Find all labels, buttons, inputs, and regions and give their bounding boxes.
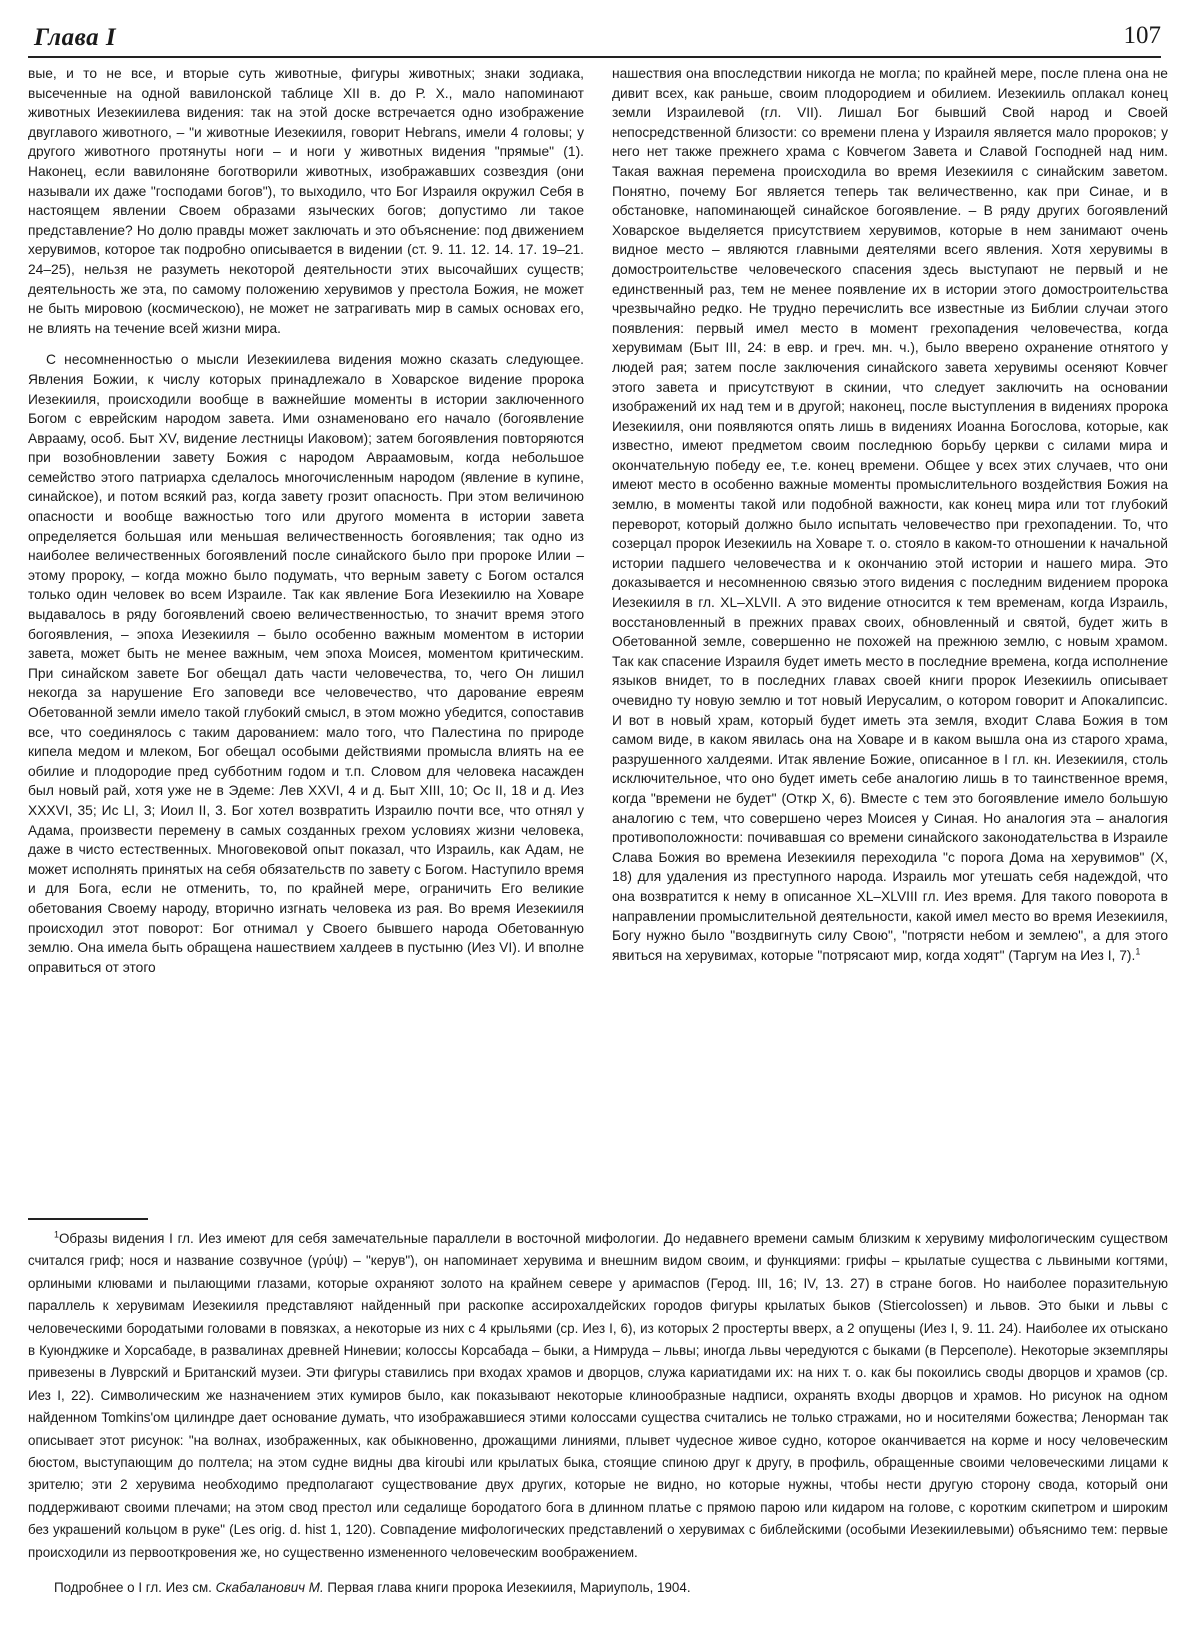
paragraph: С несомненностью о мысли Иезекиилева видения можно сказать следующее. Явления Божии, к числу которых принадлежало в Ховарское видение пророка Иезекииля, происходили вообще в важнейшие моменты в истории заключенного Богом с еврейским народом завета. Ими ознаменовано его начало (богоявление Аврааму, особ. Быт XV, видение лестницы Иаковом); затем богоявления повторяются при возобновлении завету Божия с народом Авраамовым, когда небольшое семейство этого патриарха сделалось многочисленным народом (явление в купине, синайское), и потом всякий раз, когда завету грозит опасность. При этом величиною опасности и вообще важностью того или другого момента в истории завета определяется большая или меньшая величественность богоявления; так одно из наиболее величественных богоявлений после синайского было при пророке Илии – этому пророку, – когда можно было подумать, что верным завету с Богом остался только один человек во всем Израиле. Так как явление Бога Иезекиилю на Ховаре выдавалось в ряду богоявлений своею величественностью, то значит время этого богоявления, – эпоха Иезекииля – было особенно важным моментом в истории завета, может быть не менее важным, чем эпоха Моисея, моментом критическим. При синайском завете Бог обещал дать части человечества, то, чего Он лишил некогда за нарушение Его заповеди все человечество, что дарование евреям Обетованной земли имело такой глубокий смысл, в этом можно убедится, сопоставив все, что соединялось с таким дарованием: мало того, что Палестина по природе кипела медом и млеком, Бог обещал особыми действиями промысла влиять на ее обилие и плодородие пред субботним годом и т.п. Словом для человека насажден был новый рай, хотя уже не в Эдеме: Лев XXVI, 4 и д. Быт XIII, 10; Ос II, 18 и д. Иез XXXVI, 35; Ис LI, 3; Иоил II, 3. Бог хотел возвратить Израилю почти все, что отнял у Адама, произвести перемену в самых созданных грехом условиях жизни человека, даже в чисто естественных. Многовековой опыт показал, что Израиль, как Адам, не может исполнять принятых на себя обязательств по завету с Богом. Наступило время и для Бога, если не отменить, то, по крайней мере, ограничить Его великие обетования Своему народу, вторично изгнать человека из рая. Во время Иезекииля происходил этот поворот: Бог отнимал у Своего бывшего народа Обетованную землю. Она имела быть обращена нашествием халдеев в пустыню (Иез VI). И вполне оправиться от этого (28, 352, 584, 975)
reference-prefix: Подробнее о I гл. Иез см. (54, 1580, 212, 1595)
running-head (28, 14, 1161, 58)
right-column (612, 64, 1168, 965)
footnote-number: 1 (54, 1229, 60, 1240)
paragraph (612, 64, 1168, 965)
chapter-title: Глава I (34, 24, 117, 51)
reference-title: Первая глава книги пророка Иезекииля, Мариуполь, 1904. (327, 1580, 691, 1595)
paragraph-text: нашествия она впоследствии никогда не могла; по крайней мере, после плена она не дивит всех, как раньше, своим плодородием и обилием. Иезекииль оплакал конец земли Израилевой (гл. VII). Лишал Бог бывший Свой народ и Своей непосредственной близости: со времени плена у Израиля является мало пророков; у него нет также прежнего храма с Ковчегом Завета и Славой Господней над ним. Такая важная перемена происходила во время Иезекииля с синайским заветом. Понятно, почему Бог является теперь так величественно, как при Синае, и в обстановке, напоминающей синайское богоявление. – В ряду других богоявлений Ховарское выделяется присутствием херувимов, которые в нем занимают очень видное место – являются главными деятелями всего явления. Хотя херувимы в домостроительстве человеческого спасения здесь выступают не первый и не единственный раз, тем не менее появление их в истории этого домостроительства чрезвычайно редко. Не трудно перечислить все известные из Библии случаи этого появления: первый имел место в момент грехопадения человечества, когда херувимам (Быт III, 24: в евр. и греч. мн. ч.), было вверено охранение отнятого у людей рая; затем после заключения синайского завета херувимы осеняют Ковчег этого завета и присутствуют в скинии, что следует заключить на основании изображений их над тем и в другой; наконец, после выступления в видениях пророка Иезекииля, они появляются опять лишь в видениях Иоанна Богослова, которые, как известно, имеют предметом своим последнюю борьбу церкви с силами мира и окончательную победу ее, т.е. конец времени. Общее у всех этих случаев, что они имеют место в особенно важные моменты промыслительного воздействия Божия на землю, в моменты такой или подобной важности, как конец мира или тот глубокий переворот, который должно было испытать человечество при грехопадении. То, что созерцал пророк Иезекииль на Ховаре т. о. стояло в каком-то отношении к начальной истории падшего человечества и к окончанию этой истории и нашего мира. Это доказывается и несомненною связью этого видения с последним видением пророка Иезекииля в гл. XL–XLVII. А это видение относится к тем временам, когда Израиль, восстановленный в прежних правах своих, обновленный и святой, будет жить в Обетованной земле, совершенно не похожей на прежнюю землю, с новым храмом. Так как спасение Израиля будет иметь место в последние времена, когда исполнение языков внидет, то в последних главах своей книги пророк Иезекииль описывает очевидно ту новую землю и тот новый Иерусалим, о котором говорит и Апокалипсис. И вот в новый храм, который будет иметь эта земля, входит Слава Божия в том самом виде, в каком явилась она на Ховаре и в каком вышла она из старого храма, разрушенного халдеями. Итак явление Божие, описанное в I гл. кн. Иезекииля, столь исключительное, что оно будет иметь себе аналогию лишь в то таинственное время, когда "времени не будет" (Откр X, 6). Вместе с тем это богоявление имело большую аналогию с тем, что совершено через Моисея у Синая. Но аналогия эта – аналогия противоположности: почивавшая со времени синайского законодательства в Израиле Слава Божия во времена Иезекииля переходила "с порога Дома на херувимов" (X, 18) для удаления из преступного народа. Израиль мог утешать себя надеждой, что она возвратится к нему в описанное XL–XLVIII гл. Иез время. Для такого поворота в направлении промыслительной деятельности, какой имел место во время Иезекииля, Богу нужно было "воздвигнуть силу Свою", "потрясти небом и землею", а для этого явиться на херувимах, которые "потрясают мир, когда ходят" (Таргум на Иез I, 7). (612, 66, 1168, 963)
footnote-text: Образы видения I гл. Иез имеют для себя замечательные параллели в восточной мифологии. До недавнего времени самым близким к херувиму мифологическим существом считался гриф; нося и название созвучное (γρύψ) – "керув"), он напоминает херувима и внешним видом своим, и функциями: грифы – крылатые существа с львиными когтями, орлиными клювами и пылающими глазами, которые охраняют золото на крайнем севере у аримаспов (Герод. III, 16; IV, 13. 27) в стране богов. Но наиболее поразительную параллель к херувимам Иезекииля представляют найденный при раскопке ассирохалдейских городов фигуры крылатых быков (Stiercolossen) и львов. Это быки и львы с человеческими бородатыми головами в повязках, а некоторые из них с 4 крыльями (ср. Иез I, 6), из которых 2 простерты вверх, а 2 опущены (Иез I, 9. 11. 24). Наиболее их отыскано в Куюнджике и Хорсабаде, в развалинах древней Ниневии; колоссы Корсабада – быки, а Нимруда – львы; иногда львы чередуются с быками (в Персеполе). Некоторые экземпляры привезены в Луврский и Британский музеи. Эти фигуры ставились при входах храмов и дворцов, служа кариатидами их: на них т. о. как бы покоились своды дворцов и храмов (ср. Иез I, 22). Символическим же назначением этих кумиров было, как показывают некоторые клинообразные надписи, охранять входы дворцов и храмов. Но рисунок на одном найденном Tomkins'ом цилиндре дает основание думать, что изображавшиеся этими колоссами существа считались не только стражами, но и носителями божества; Ленорман так описывает этот рисунок: "на волнах, изображенных, как обыкновенно, дрожащими линиями, плывет чудесное живое судно, которое оканчивается на корме и носу человеческим бюстом, выступающим до полтела; на этом судне видны два kiroubi или крылатых быка, стоящие спиною друг к другу, в профиль, обращенные своими человеческими лицами к зрителю; эти 2 херувима необходимо предполагают существование двух других, которые не видно, но которые нужны, чтобы нести другую сторону свода, который они поддерживают своими плечами; на этом свод престол или седалище бородатого бога в длинном платье с прямою парою или кидаром на голове, с коротким скипетром и широким без украшений кольцом в руке" (Les orig. d. hist 1, 120). Совпадение мифологических представлений о херувимах с библейскими (особыми Иезекиилевыми) объяснимо тем: первые происходили из первооткровения же, но существенно измененного человеческим воображением. (28, 1231, 1168, 1560)
footnote-marker[interactable]: 1 (1135, 946, 1141, 957)
page-number: 107 (1123, 22, 1161, 49)
reference-author: Скабаланович М. (215, 1580, 324, 1595)
footnote-divider (28, 1218, 148, 1220)
footnote (28, 1228, 1168, 1564)
left-column (28, 64, 584, 977)
paragraph: вые, и то не все, и вторые суть животные, фигуры животных; знаки зодиака, высеченные на одной вавилонской таблице XII в. до Р. Х., мало напоминают животных Иезекиилева видения: так на этой доске встречается одно изображение двуглавого животного, – "и животные Иезекииля, говорит Hebrans, имели 4 головы; у другого животного протянуты ноги – и ноги у животных видения "прямые" (1). Наконец, если вавилоняне боготворили животных, изображавших созвездия (они называли их даже "господами богов"), то выходило, что Бог Израиля окружил Себя в настоящем явлении Своем образами языческих богов; допустимо ли такое представление? Но долю правды может заключать и это объяснение: под движением херувимов, которое так подробно описывается в видении (ст. 9. 11. 12. 14. 17. 19–21. 24–25), нельзя не разуметь некоторой деятельности этих высочайших существ; деятельность же эта, по самому положению херувимов у престола Божия, не может не быть мировою (космическою), не может не затрагивать мир в самых основах его, не влиять на течение всей жизни мира. (28, 66, 584, 336)
footnote-reference (28, 1578, 1168, 1598)
